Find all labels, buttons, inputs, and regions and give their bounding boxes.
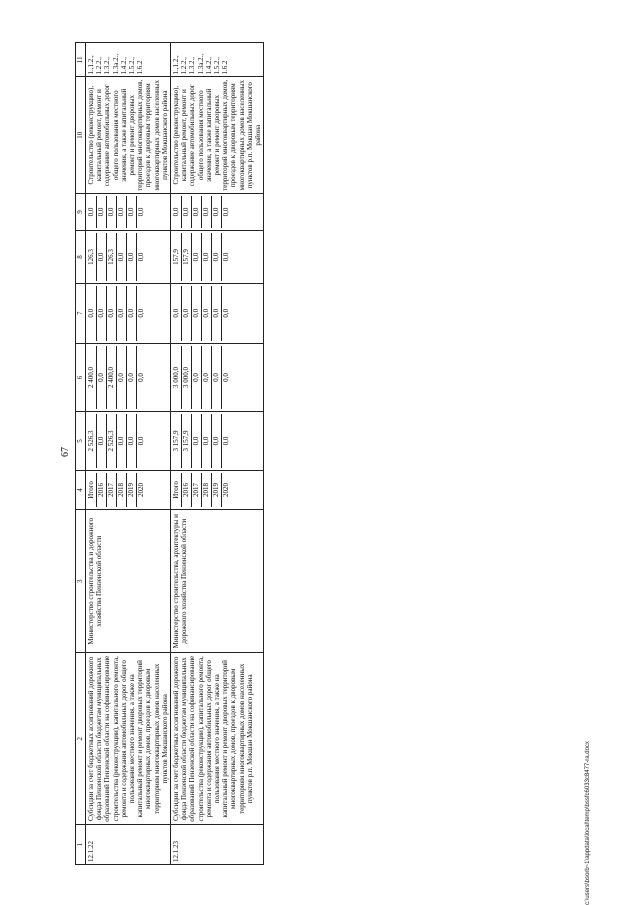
value-cell: 0,0 — [97, 286, 107, 341]
row-values-c5 — [171, 412, 264, 470]
row-executor: Министерство строительства и дорожного хозяйства Пензенской области — [86, 510, 171, 653]
value-cell: 2 526,3 — [107, 414, 117, 467]
row-years — [86, 470, 171, 510]
row-id: 12.1.23 — [171, 825, 264, 865]
value-cell: 0,0 — [137, 373, 145, 382]
year-cell: 2017 — [107, 473, 117, 508]
value-cell: 126,3 — [107, 233, 117, 281]
row-result: Строительство (реконструкцию), капитальный ремонт, ремонт и содержание автомобильных дорог общего пользования местного значения, а также капитальный ремонт и ремонт дворовых территорий многоквартирных домов, проездов к дворовым территориям многоквартирных домов населенных пунктов р.п. Мокшан Мокшанского района — [171, 77, 264, 193]
year-cell: Итого — [172, 473, 182, 508]
column-header: 7 — [76, 283, 86, 343]
year-cell: 2019 — [212, 473, 222, 508]
row-values-c5 — [86, 412, 171, 470]
header-row — [76, 43, 86, 865]
row-values-c8 — [86, 231, 171, 284]
value-cell: 0,0 — [212, 233, 222, 281]
value-cell: 2 526,3 — [87, 414, 97, 467]
value-cell: 0,0 — [97, 233, 107, 281]
row-executor: Министерство строительства, архитектуры и дорожного хозяйства Пензенской области — [171, 510, 264, 653]
value-cell: 0,0 — [222, 252, 231, 262]
value-cell: 0,0 — [117, 346, 127, 410]
row-values-c8 — [171, 231, 264, 284]
column-header: 6 — [76, 343, 86, 412]
value-cell: 0,0 — [222, 207, 231, 217]
row-values-c9 — [171, 193, 264, 230]
footer-file-path: c:\users\bsorb~1\appdata\local\temp\bssfc6033c8477-ra.docx — [585, 741, 591, 905]
row-values-c6 — [171, 343, 264, 412]
value-cell: 0,0 — [172, 196, 182, 228]
column-header: 11 — [76, 43, 86, 77]
value-cell: 126,3 — [87, 233, 97, 281]
value-cell: 0,0 — [137, 436, 145, 446]
row-indicators: 1.,1.2., 1.2.2., 1.3.2., 1.3а.2., 1.4.2., 1.5.2., 1.6.2 — [171, 43, 264, 77]
value-cell: 0,0 — [97, 346, 107, 410]
column-header: 5 — [76, 412, 86, 470]
year-cell: 2017 — [192, 473, 202, 508]
year-cell: 2018 — [117, 473, 127, 508]
value-cell: 0,0 — [202, 286, 212, 341]
value-cell: 2 400,0 — [107, 346, 117, 410]
value-cell: 0,0 — [137, 252, 145, 262]
row-values-c9 — [86, 193, 171, 230]
value-cell: 0,0 — [107, 286, 117, 341]
value-cell: 0,0 — [202, 196, 212, 228]
value-cell: 0,0 — [117, 414, 127, 467]
row-values-c7 — [171, 283, 264, 343]
value-cell: 0,0 — [127, 196, 137, 228]
year-cell: 2019 — [127, 473, 137, 508]
value-cell: 0,0 — [212, 286, 222, 341]
value-cell: 157,9 — [172, 233, 182, 281]
value-cell: 157,9 — [182, 233, 192, 281]
table-row — [86, 43, 171, 865]
value-cell: 0,0 — [222, 308, 231, 318]
column-header: 8 — [76, 231, 86, 284]
value-cell: 3 000,0 — [172, 346, 182, 410]
value-cell: 3 157,9 — [182, 414, 192, 467]
value-cell: 0,0 — [182, 196, 192, 228]
year-cell: 2018 — [202, 473, 212, 508]
row-values-c7 — [86, 283, 171, 343]
value-cell: 0,0 — [182, 286, 192, 341]
row-result: Строительство (реконструкцию), капитальный ремонт, ремонт и содержание автомобильных дорог общего пользования местного значения, а также капитальный ремонт и ремонт дворовых территорий многоквартирных домов, проездов к дворовым территориям многоквартирных домов населенных пунктов Мокшанского района — [86, 77, 171, 193]
table-row — [171, 43, 264, 865]
value-cell: 0,0 — [192, 346, 202, 410]
year-cell: 2020 — [222, 482, 231, 497]
column-header: 10 — [76, 77, 86, 193]
value-cell: 0,0 — [222, 373, 231, 382]
value-cell: 0,0 — [202, 233, 212, 281]
value-cell: 0,0 — [97, 414, 107, 467]
value-cell: 0,0 — [127, 233, 137, 281]
value-cell: 0,0 — [127, 414, 137, 467]
row-values-c6 — [86, 343, 171, 412]
value-cell: 0,0 — [212, 346, 222, 410]
value-cell: 0,0 — [192, 196, 202, 228]
column-header: 2 — [76, 653, 86, 825]
row-indicators: 1.,1.2., 1.2.2., 1.3.2., 1.3а.2., 1.4.2., 1.5.2., 1.6.2 — [86, 43, 171, 77]
value-cell: 0,0 — [172, 286, 182, 341]
value-cell: 0,0 — [117, 196, 127, 228]
value-cell: 3 000,0 — [182, 346, 192, 410]
program-measures-table — [75, 42, 264, 865]
value-cell: 0,0 — [107, 196, 117, 228]
value-cell: 0,0 — [117, 286, 127, 341]
value-cell: 0,0 — [87, 196, 97, 228]
year-cell: 2016 — [182, 473, 192, 508]
value-cell: 0,0 — [212, 414, 222, 467]
value-cell: 0,0 — [192, 286, 202, 341]
row-id: 12.1.22 — [86, 825, 171, 865]
value-cell: 0,0 — [117, 233, 127, 281]
column-header: 9 — [76, 193, 86, 230]
column-header: 1 — [76, 825, 86, 865]
value-cell: 2 400,0 — [87, 346, 97, 410]
value-cell: 0,0 — [192, 414, 202, 467]
row-description: Субсидии за счет бюджетных ассигнований дорожного фонда Пензенской области бюджетам муниципальных образований Пензенской области на софинансирование строительства (реконструкции), капитального ремонта, ремонта и содержания автомобильных дорог общего пользования местного значения, а также на капитальный ремонт и ремонт дворовых территорий многоквартирных домов, проездов к дворовым территориям многоквартирных домов населенных пунктов р.п. Мокшан Мокшанского района — [171, 653, 264, 825]
column-header: 3 — [76, 510, 86, 653]
value-cell: 0,0 — [137, 207, 145, 217]
year-cell: 2020 — [137, 482, 145, 497]
value-cell: 0,0 — [202, 414, 212, 467]
column-header: 4 — [76, 470, 86, 510]
value-cell: 0,0 — [127, 286, 137, 341]
value-cell: 0,0 — [97, 196, 107, 228]
value-cell: 0,0 — [212, 196, 222, 228]
year-cell: 2016 — [97, 473, 107, 508]
value-cell: 0,0 — [127, 346, 137, 410]
value-cell: 0,0 — [137, 308, 145, 318]
value-cell: 0,0 — [192, 233, 202, 281]
page-number: 67 — [60, 447, 71, 457]
value-cell: 0,0 — [202, 346, 212, 410]
year-cell: Итого — [87, 473, 97, 508]
row-years — [171, 470, 264, 510]
row-description: Субсидии за счет бюджетных ассигнований дорожного фонда Пензенской области бюджетам муниципальных образований Пензенской области на софинансирование строительства (реконструкции), капитального ремонта, ремонта и содержания автомобильных дорог общего пользования местного значения, а также на капитальный ремонт и ремонт дворовых территорий многоквартирных домов, проездов к дворовым территориям многоквартирных домов населенных пунктов Мокшанского района — [86, 653, 171, 825]
value-cell: 0,0 — [222, 436, 231, 446]
value-cell: 0,0 — [87, 286, 97, 341]
value-cell: 3 157,9 — [172, 414, 182, 467]
